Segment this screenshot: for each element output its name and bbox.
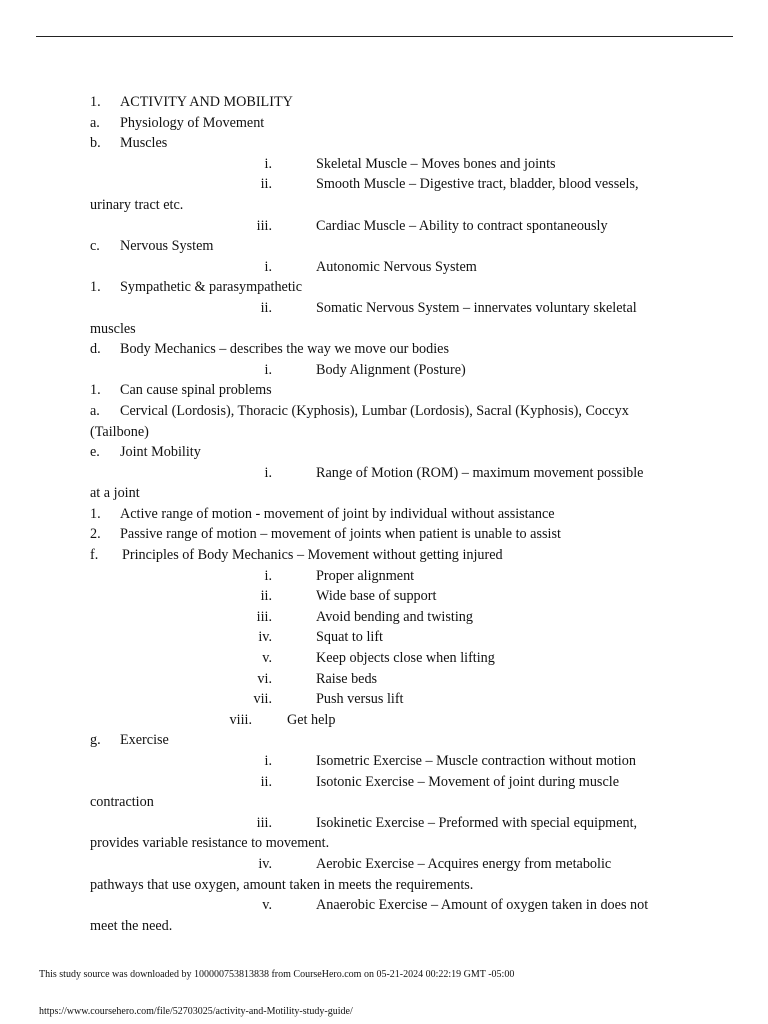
list-continuation — [90, 833, 670, 854]
list-item — [90, 463, 670, 484]
list-text: Somatic Nervous System – innervates voluntary skeletal — [316, 299, 637, 316]
list-item — [90, 298, 670, 319]
list-item — [90, 360, 670, 381]
list-continuation — [90, 792, 670, 813]
list-marker: b. — [90, 135, 101, 152]
list-item — [90, 751, 670, 772]
list-marker: ii. — [260, 176, 272, 193]
list-marker: g. — [90, 732, 101, 749]
list-text: Skeletal Muscle – Moves bones and joints — [316, 155, 556, 172]
list-text: muscles — [90, 320, 136, 337]
list-text: Avoid bending and twisting — [316, 608, 473, 625]
list-item — [90, 339, 670, 360]
list-marker: a. — [90, 114, 100, 131]
list-marker: d. — [90, 341, 101, 358]
list-marker: ii. — [260, 588, 272, 605]
list-marker: iv. — [258, 855, 272, 872]
list-item — [90, 92, 670, 113]
section-title: ACTIVITY AND MOBILITY — [120, 94, 293, 110]
list-marker: i. — [264, 258, 272, 275]
list-item — [90, 689, 670, 710]
list-marker: iii. — [256, 814, 272, 831]
list-marker: vii. — [253, 691, 272, 708]
list-text: Isokinetic Exercise – Preformed with special equipment, — [316, 814, 638, 831]
list-item — [90, 772, 670, 793]
list-item — [90, 524, 670, 545]
list-marker: iii. — [256, 217, 272, 234]
list-text: Smooth Muscle – Digestive tract, bladder, blood vessels, — [316, 176, 639, 193]
list-marker: a. — [90, 402, 100, 419]
list-continuation — [90, 319, 670, 340]
list-marker: vi. — [257, 670, 272, 687]
list-item — [90, 216, 670, 237]
list-marker: 2. — [90, 526, 101, 543]
document-body — [90, 92, 670, 936]
list-marker: 1. — [90, 505, 101, 522]
list-marker: i. — [264, 155, 272, 172]
list-item — [90, 710, 670, 731]
list-continuation — [90, 916, 670, 937]
list-text: Get help — [287, 711, 336, 728]
list-marker: 1. — [90, 94, 101, 110]
list-text: Passive range of motion – movement of joints when patient is unable to assist — [120, 526, 561, 543]
list-marker: i. — [264, 464, 272, 481]
list-text: Range of Motion (ROM) – maximum movement possible — [316, 464, 644, 481]
download-notice: This study source was downloaded by 100000753813838 from CourseHero.com on 05-21-2024 00:22:19 GMT -05:00 — [39, 969, 515, 980]
list-text: Anaerobic Exercise – Amount of oxygen taken in does not — [316, 897, 649, 914]
list-text: provides variable resistance to movement. — [90, 835, 330, 852]
source-url: https://www.coursehero.com/file/52703025/activity-and-Motility-study-guide/ — [39, 1006, 353, 1017]
list-text: pathways that use oxygen, amount taken in meets the requirements. — [90, 876, 474, 893]
list-item — [90, 504, 670, 525]
list-text: Proper alignment — [316, 567, 415, 584]
list-item — [90, 566, 670, 587]
list-item — [90, 854, 670, 875]
list-text: Muscles — [120, 135, 168, 152]
list-marker: f. — [90, 547, 99, 564]
list-text: Principles of Body Mechanics – Movement without getting injured — [122, 547, 503, 564]
list-marker: v. — [262, 650, 272, 667]
list-text: Keep objects close when lifting — [316, 650, 495, 667]
list-marker: e. — [90, 444, 100, 461]
list-text: Body Alignment (Posture) — [316, 361, 466, 378]
list-text: at a joint — [90, 485, 140, 502]
list-text: Autonomic Nervous System — [316, 258, 477, 275]
list-text: Push versus lift — [316, 691, 404, 708]
list-item — [90, 133, 670, 154]
list-marker: ii. — [260, 299, 272, 316]
list-text: Isometric Exercise – Muscle contraction without motion — [316, 753, 636, 769]
list-continuation — [90, 195, 670, 216]
list-text: (Tailbone) — [90, 423, 149, 440]
list-text: Wide base of support — [316, 588, 437, 605]
list-text: Can cause spinal problems — [120, 382, 272, 399]
list-item — [90, 586, 670, 607]
list-item — [90, 236, 670, 257]
list-item — [90, 730, 670, 751]
list-marker: viii. — [229, 711, 252, 728]
list-item — [90, 627, 670, 648]
list-item — [90, 257, 670, 278]
list-text: Raise beds — [316, 670, 378, 687]
list-text: Isotonic Exercise – Movement of joint during muscle — [316, 773, 619, 790]
list-item — [90, 607, 670, 628]
list-item — [90, 401, 670, 422]
list-text: Active range of motion - movement of joint by individual without assistance — [120, 505, 555, 522]
list-item — [90, 545, 670, 566]
list-marker: i. — [264, 567, 272, 584]
list-item — [90, 648, 670, 669]
list-item — [90, 442, 670, 463]
list-marker: v. — [262, 897, 272, 914]
list-item — [90, 174, 670, 195]
list-text: meet the need. — [90, 917, 173, 934]
list-marker: iii. — [256, 608, 272, 625]
list-continuation — [90, 875, 670, 896]
list-marker: i. — [264, 753, 272, 769]
list-marker: iv. — [258, 629, 272, 646]
list-item — [90, 380, 670, 401]
list-marker: 1. — [90, 279, 101, 296]
list-item — [90, 113, 670, 134]
list-marker: i. — [264, 361, 272, 378]
list-item — [90, 813, 670, 834]
list-text: urinary tract etc. — [90, 196, 184, 213]
list-marker: c. — [90, 238, 100, 255]
list-text: Body Mechanics – describes the way we move our bodies — [120, 341, 449, 358]
list-continuation — [90, 483, 670, 504]
list-text: Exercise — [120, 732, 169, 749]
list-item — [90, 277, 670, 298]
list-continuation — [90, 422, 670, 443]
list-marker: ii. — [260, 773, 272, 790]
list-item — [90, 895, 670, 916]
list-item — [90, 669, 670, 690]
list-text: Aerobic Exercise – Acquires energy from metabolic — [316, 855, 612, 872]
list-text: contraction — [90, 794, 154, 811]
list-text: Cardiac Muscle – Ability to contract spontaneously — [316, 217, 608, 234]
list-text: Physiology of Movement — [120, 114, 265, 131]
list-item — [90, 154, 670, 175]
list-text: Nervous System — [120, 238, 214, 255]
list-marker: 1. — [90, 382, 101, 399]
list-text: Cervical (Lordosis), Thoracic (Kyphosis), Lumbar (Lordosis), Sacral (Kyphosis), Coccyx — [120, 402, 629, 419]
header-rule — [36, 36, 733, 37]
list-text: Sympathetic & parasympathetic — [120, 279, 303, 296]
list-text: Joint Mobility — [120, 444, 201, 461]
list-text: Squat to lift — [316, 629, 383, 646]
